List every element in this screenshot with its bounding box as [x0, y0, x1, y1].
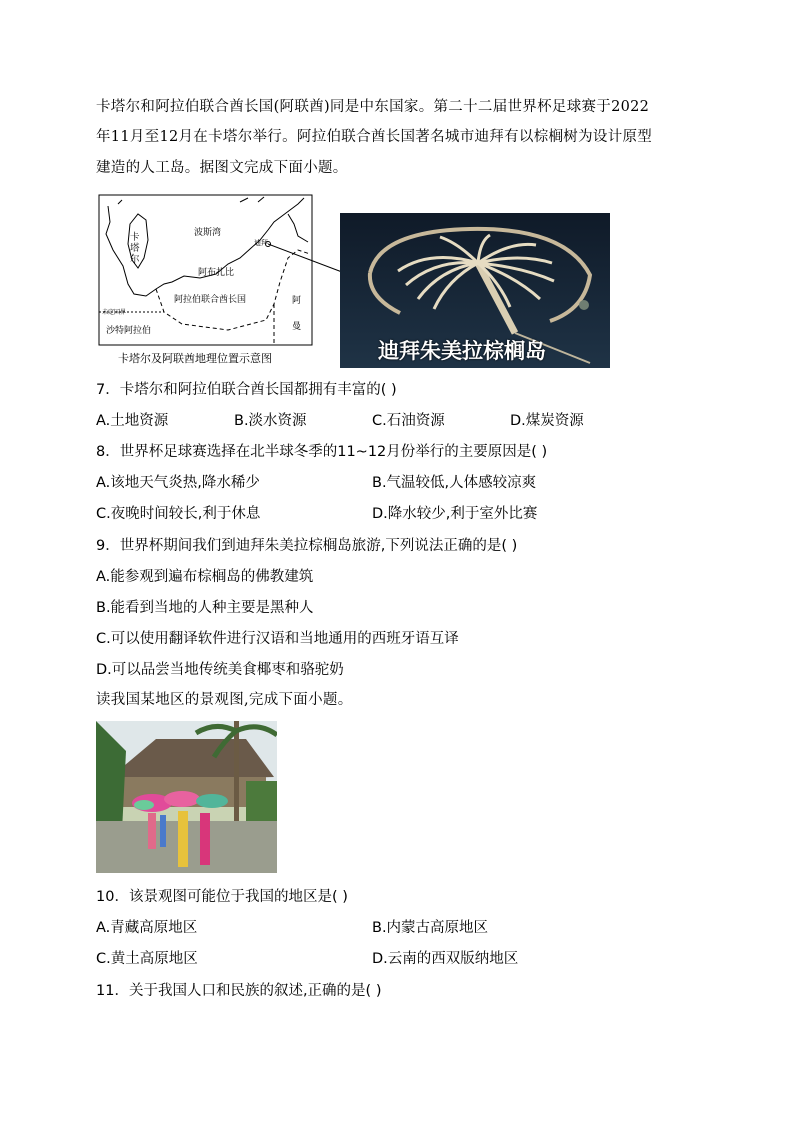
intro-line-1: 卡塔尔和阿拉伯联合酋长国(阿联酋)同是中东国家。第二十二届世界杯足球赛于2022: [96, 99, 650, 115]
q11-stem: 11．关于我国人口和民族的叙述,正确的是( ): [96, 983, 382, 999]
map-label-abudhabi: 阿布扎比: [198, 268, 235, 278]
q9-option-b[interactable]: B.能看到当地的人种主要是黑种人: [96, 600, 314, 616]
q8-option-d[interactable]: D.降水较少,利于室外比赛: [372, 506, 538, 522]
map-label-qatar: 卡 塔 尔: [130, 232, 140, 265]
q10-option-a[interactable]: A.青藏高原地区: [96, 920, 198, 936]
landscape-photo: [96, 721, 277, 873]
map-caption: 卡塔尔及阿联酋地理位置示意图: [118, 352, 272, 365]
q10-option-c[interactable]: C.黄土高原地区: [96, 951, 198, 967]
location-map: [98, 194, 313, 368]
q10-stem: 10．该景观图可能位于我国的地区是( ): [96, 889, 348, 905]
q9-option-a[interactable]: A.能参观到遍布棕榈岛的佛教建筑: [96, 569, 314, 585]
q9-stem: 9．世界杯期间我们到迪拜朱美拉棕榈岛旅游,下列说法正确的是( ): [96, 538, 518, 554]
map-label-gulf: 波斯湾: [194, 228, 222, 238]
map-label-oman-1: 阿: [292, 296, 302, 306]
intro-line-2: 年11月至12月在卡塔尔举行。阿拉伯联合酋长国著名城市迪拜有以棕榈树为设计原型: [96, 129, 653, 145]
q8-option-a[interactable]: A.该地天气炎热,降水稀少: [96, 475, 260, 491]
q7-option-b[interactable]: B.淡水资源: [234, 413, 307, 429]
intro-line-3: 建造的人工岛。据图文完成下面小题。: [96, 160, 348, 176]
q7-option-a[interactable]: A.土地资源: [96, 413, 169, 429]
palm-island-photo: [340, 213, 610, 368]
q9-option-d[interactable]: D.可以品尝当地传统美食椰枣和骆驼奶: [96, 662, 344, 678]
q7-option-d[interactable]: D.煤炭资源: [510, 413, 584, 429]
intro-2: 读我国某地区的景观图,完成下面小题。: [96, 692, 353, 708]
map-photo-connector: [268, 240, 348, 280]
landscape-drawing: [96, 721, 277, 873]
q7-stem: 7．卡塔尔和阿拉伯联合酋长国都拥有丰富的( ): [96, 382, 397, 398]
map-label-border: 未定国界: [102, 309, 127, 316]
q9-option-c[interactable]: C.可以使用翻译软件进行汉语和当地通用的西班牙语互译: [96, 631, 459, 647]
map-label-uae: 阿拉伯联合酋长国: [174, 295, 247, 305]
palm-island-caption: 迪拜朱美拉棕榈岛: [378, 339, 546, 363]
q8-stem: 8．世界杯足球赛选择在北半球冬季的11~12月份举行的主要原因是( ): [96, 444, 548, 460]
q8-option-b[interactable]: B.气温较低,人体感较凉爽: [372, 475, 537, 491]
q10-option-d[interactable]: D.云南的西双版纳地区: [372, 951, 519, 967]
map-label-dubai: 迪拜: [254, 239, 268, 247]
q10-option-b[interactable]: B.内蒙古高原地区: [372, 920, 489, 936]
q8-option-c[interactable]: C.夜晚时间较长,利于休息: [96, 506, 261, 522]
q7-option-c[interactable]: C.石油资源: [372, 413, 445, 429]
map-drawing: [98, 194, 313, 368]
map-label-oman-2: 曼: [292, 322, 302, 332]
map-label-saudi: 沙特阿拉伯: [106, 326, 152, 336]
